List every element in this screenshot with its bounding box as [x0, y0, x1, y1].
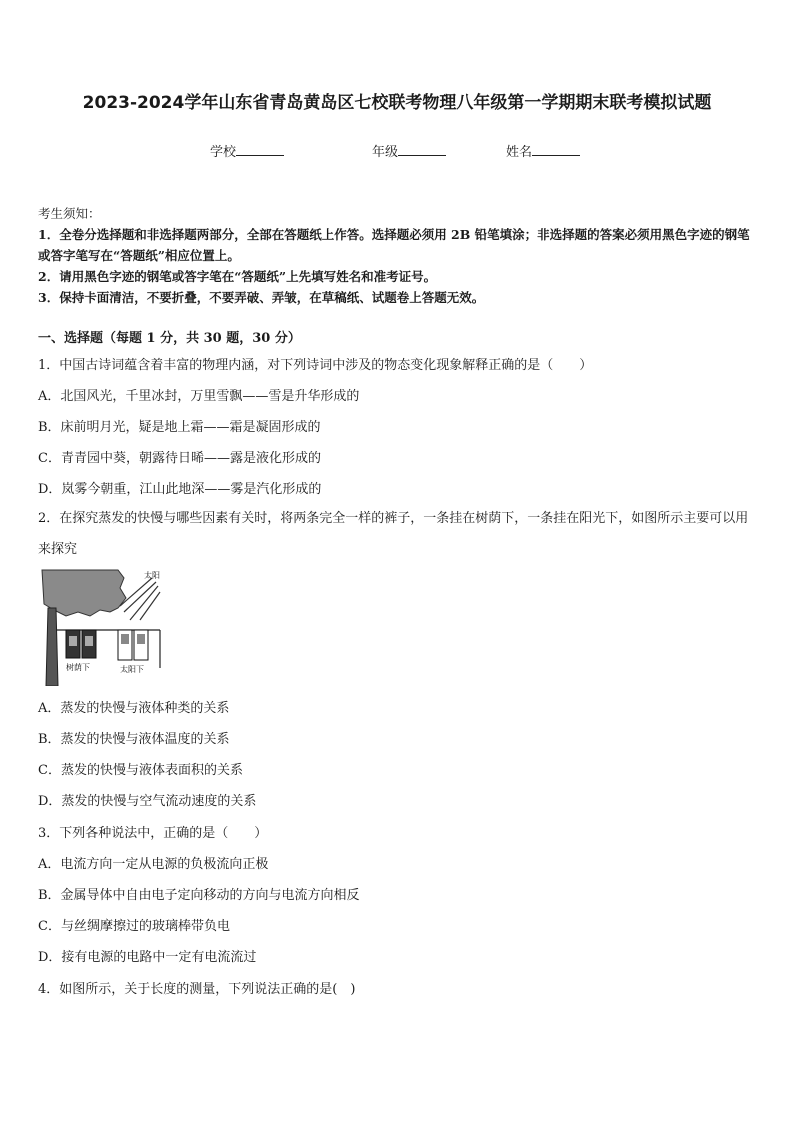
- question-1-stem: 1．中国古诗词蕴含着丰富的物理内涵，对下列诗词中涉及的物态变化现象解释正确的是（ ）: [38, 358, 593, 373]
- name-field: [506, 141, 580, 160]
- sunlight-label: 太阳下: [120, 665, 144, 674]
- sun-label: 太阳: [144, 571, 160, 580]
- pants-sun-icon: [118, 630, 148, 660]
- question-2-stem: 2．在探究蒸发的快慢与哪些因素有关时，将两条完全一样的裤子，一条挂在树荫下，一条挂在阳光下，如图所示主要可以用来探究: [38, 511, 749, 557]
- school-field: [210, 141, 284, 160]
- question-1-option-a: A．北国风光，千里冰封，万里雪飘——雪是升华形成的: [38, 389, 360, 404]
- question-1-option-b: B．床前明月光，疑是地上霜——霜是凝固形成的: [38, 420, 321, 435]
- question-3-option-d: D．接有电源的电路中一定有电流流过: [38, 950, 257, 965]
- question-1-option-c: C．青青园中葵，朝露待日晞——露是液化形成的: [38, 451, 321, 466]
- exam-notice: [38, 203, 758, 308]
- school-blank: [236, 143, 284, 156]
- question-2-option-b: B．蒸发的快慢与液体温度的关系: [38, 732, 230, 747]
- question-3-stem: 3．下列各种说法中，正确的是（ ）: [38, 826, 268, 841]
- grade-blank: [398, 143, 446, 156]
- name-label: 姓名: [506, 145, 533, 160]
- grade-label: 年级: [372, 145, 399, 160]
- name-blank: [532, 143, 580, 156]
- question-3-option-c: C．与丝绸摩擦过的玻璃棒带负电: [38, 919, 230, 934]
- notice-item: 1．全卷分选择题和非选择题两部分，全部在答题纸上作答。选择题必须用 2B 铅笔填涂；非选择题的答案必须用黑色字迹的钢笔或答字笔写在“答题纸”相应位置上。: [38, 227, 750, 263]
- notice-item: 2．请用黑色字迹的钢笔或答字笔在“答题纸”上先填写姓名和准考证号。: [38, 269, 437, 284]
- question-2-option-c: C．蒸发的快慢与液体表面积的关系: [38, 763, 243, 778]
- tree-trunk-icon: [46, 608, 58, 686]
- grade-field: [372, 141, 446, 160]
- question-2-option-d: D．蒸发的快慢与空气流动速度的关系: [38, 794, 257, 809]
- notice-heading: 考生须知：: [38, 206, 101, 221]
- notice-item: 3．保持卡面清洁，不要折叠，不要弄破、弄皱，在草稿纸、试题卷上答题无效。: [38, 290, 485, 305]
- question-3-option-a: A．电流方向一定从电源的负极流向正极: [38, 857, 269, 872]
- school-label: 学校: [210, 145, 237, 160]
- question-4-stem: 4．如图所示，关于长度的测量，下列说法正确的是( ): [38, 982, 356, 997]
- evaporation-figure: [40, 568, 166, 686]
- sun-rays-icon: [120, 578, 160, 620]
- shade-label: 树荫下: [66, 663, 90, 672]
- question-3-option-b: B．金属导体中自由电子定向移动的方向与电流方向相反: [38, 888, 360, 903]
- pants-shade-icon: [66, 630, 96, 658]
- question-1-option-d: D．岚雾今朝重，江山此地深——雾是汽化形成的: [38, 482, 322, 497]
- question-2-option-a: A．蒸发的快慢与液体种类的关系: [38, 701, 230, 716]
- exam-title: 2023-2024学年山东省青岛黄岛区七校联考物理八年级第一学期期末联考模拟试题: [82, 93, 712, 113]
- section-title: 一、选择题（每题 1 分，共 30 题，30 分）: [38, 331, 301, 346]
